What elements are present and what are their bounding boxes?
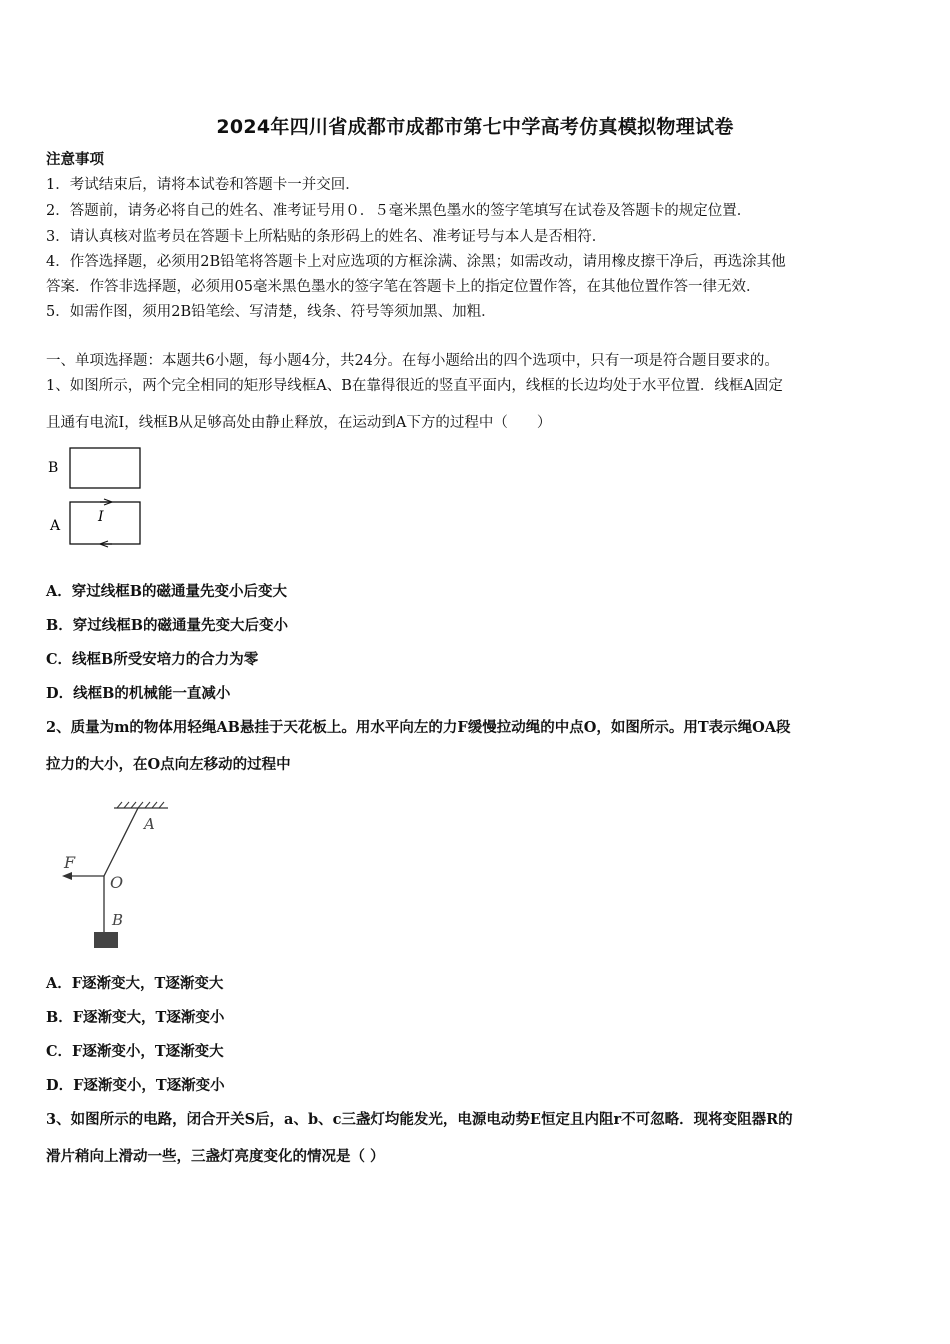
notice-line: 5．如需作图，须用2B铅笔绘、写清楚，线条、符号等须加黑、加粗． (46, 304, 496, 320)
label-b: B (112, 911, 124, 929)
frame-b (70, 448, 140, 488)
arrowhead-icon (62, 872, 72, 880)
q1-option-c[interactable]: C．线框B所受安培力的合力为零 (46, 651, 259, 668)
q2-stem-line2: 拉力的大小，在O点向左移动的过程中 (46, 756, 291, 773)
rope-oa (104, 808, 138, 876)
notice-line: 1．考试结束后，请将本试卷和答题卡一并交回． (46, 177, 360, 193)
notice-line: 3．请认真核对监考员在答题卡上所粘贴的条形码上的姓名、准考证号与本人是否相符． (46, 229, 607, 245)
label-current-i: I (98, 509, 104, 525)
q2-option-a[interactable]: A．F逐渐变大，T逐渐变大 (46, 975, 224, 992)
notice-heading: 注意事项 (46, 151, 104, 168)
q2-option-c[interactable]: C．F逐渐变小，T逐渐变大 (46, 1043, 224, 1060)
notice-line: 答案．作答非选择题，必须用05毫米黑色墨水的签字笔在答题卡上的指定位置作答，在其他位置作答一律无效． (46, 279, 761, 295)
q1-stem-line2: 且通有电流I，线框B从足够高处由静止释放，在运动到A下方的过程中（ ） (46, 415, 552, 431)
label-a: A (50, 518, 61, 534)
label-a: A (144, 815, 155, 833)
mass-block (94, 932, 118, 948)
notice-line: 2．答题前，请务必将自己的姓名、准考证号用０．５毫米黑色墨水的签字笔填写在试卷及答题卡的规定位置． (46, 203, 752, 219)
q1-figure (44, 444, 154, 554)
q2-option-b[interactable]: B．F逐渐变大，T逐渐变小 (46, 1009, 225, 1026)
q1-option-b[interactable]: B．穿过线框B的磁通量先变大后变小 (46, 617, 289, 634)
frame-a (70, 502, 140, 544)
label-o: O (110, 873, 124, 892)
section-heading: 一、单项选择题：本题共6小题，每小题4分，共24分。在每小题给出的四个选项中，只有一项是符合题目要求的。 (46, 353, 779, 369)
label-f: F (64, 853, 76, 872)
q3-stem-line2: 滑片稍向上滑动一些，三盏灯亮度变化的情况是（ ） (46, 1148, 385, 1165)
q1-stem-line1: 1、如图所示，两个完全相同的矩形导线框A、B在靠得很近的竖直平面内，线框的长边均处于水平位置．线框A固定 (46, 378, 783, 394)
q1-option-a[interactable]: A．穿过线框B的磁通量先变小后变大 (46, 583, 288, 600)
ceiling (114, 802, 168, 808)
q2-option-d[interactable]: D．F逐渐变小，T逐渐变小 (46, 1077, 225, 1094)
notice-line: 4．作答选择题，必须用2B铅笔将答题卡上对应选项的方框涂满、涂黑；如需改动，请用橡皮擦干净后，再选涂其他 (46, 254, 786, 270)
q1-option-d[interactable]: D．线框B的机械能一直减小 (46, 685, 231, 702)
label-b: B (48, 460, 59, 476)
q2-stem-line1: 2、质量为m的物体用轻绳AB悬挂于天花板上。用水平向左的力F缓慢拉动绳的中点O，如图所示。用T表示绳OA段 (46, 719, 791, 736)
q2-figure (54, 798, 184, 954)
page-title: 2024年四川省成都市成都市第七中学高考仿真模拟物理试卷 (216, 116, 734, 138)
q3-stem-line1: 3、如图所示的电路，闭合开关S后，a、b、c三盏灯均能发光，电源电动势E恒定且内阻r不可忽略．现将变阻器R的 (46, 1111, 793, 1128)
